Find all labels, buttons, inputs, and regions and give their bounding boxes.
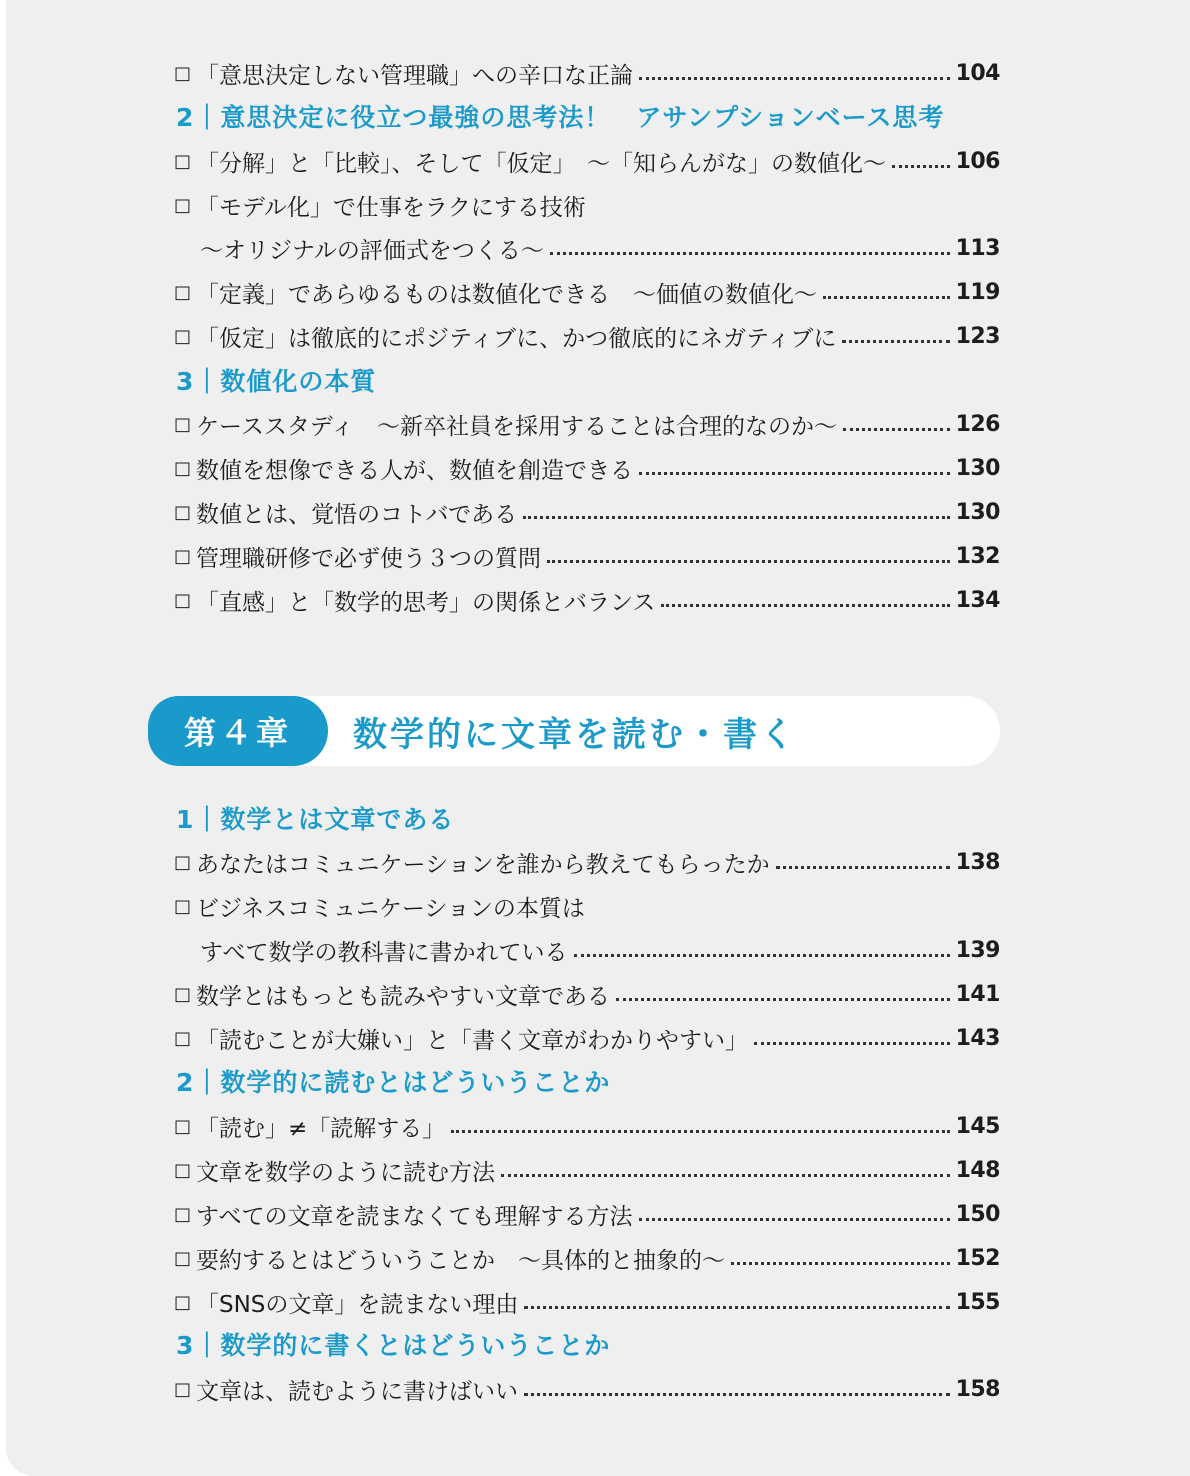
toc-entry[interactable] [174,845,1000,879]
section-heading[interactable]: 3｜数値化の本質 [176,367,377,396]
checkbox-icon: □ [174,1247,192,1269]
toc-entry-title: すべての文章を読まなくても理解する方法 [196,1203,633,1230]
dot-leader [639,1218,950,1221]
toc-page-number: 143 [955,1025,1000,1051]
toc-entry-title: 「仮定」は徹底的にポジティブに、かつ徹底的にネガティブに [196,325,837,352]
checkbox-icon: □ [174,150,192,172]
toc-entry-title: 文章は、読むように書けばいい [196,1378,518,1405]
toc-entry[interactable] [174,1109,1000,1143]
toc-entry-title: 「直感」と「数学的思考」の関係とバランス [196,589,656,616]
toc-entry[interactable] [174,1153,1000,1187]
checkbox-icon: □ [174,851,192,873]
checkbox-icon: □ [174,1378,192,1400]
toc-entry[interactable] [174,319,1000,353]
section-heading[interactable]: 2｜数学的に読むとはどういうことか [176,1068,611,1097]
dot-leader [639,77,950,80]
toc-entry[interactable] [174,889,1000,923]
chapter-number-badge: 第４章 [148,696,328,766]
checkbox-icon: □ [174,501,192,523]
toc-entry-title: あなたはコミュニケーションを誰から教えてもらったか [196,851,770,878]
toc-page-number: 145 [955,1113,1000,1139]
toc-page-number: 119 [955,279,1000,305]
checkbox-icon: □ [174,545,192,567]
toc-page-number: 132 [955,543,1000,569]
toc-entry-continuation[interactable] [200,231,1000,265]
toc-entry[interactable] [174,407,1000,441]
toc-entry[interactable] [174,56,1000,90]
toc-entry-title: 要約するとはどういうことか ～具体的と抽象的～ [196,1247,725,1274]
checkbox-icon: □ [174,1203,192,1225]
toc-page-number: 150 [955,1201,1000,1227]
toc-entry-title: 「読む」≠「読解する」 [196,1115,446,1142]
toc-page-number: 148 [955,1157,1000,1183]
checkbox-icon: □ [174,1159,192,1181]
checkbox-icon: □ [174,1115,192,1137]
dot-leader [524,1393,950,1396]
checkbox-icon: □ [174,194,192,216]
toc-entry[interactable] [174,1241,1000,1275]
dot-leader [547,560,950,563]
toc-entry-title: 数学とはもっとも読みやすい文章である [196,983,610,1010]
toc-entry-title: 文章を数学のように読む方法 [196,1159,495,1186]
toc-entry[interactable] [174,1285,1000,1319]
dot-leader [661,604,949,607]
checkbox-icon: □ [174,983,192,1005]
toc-page-number: 152 [955,1245,1000,1271]
dot-leader [843,428,950,431]
section-heading[interactable]: 1｜数学とは文章である [176,805,455,834]
toc-entry-title: 「読むことが大嫌い」と「書く文章がわかりやすい」 [196,1027,748,1054]
toc-entry-title: 「意思決定しない管理職」への辛口な正論 [196,62,633,89]
dot-leader [731,1262,950,1265]
toc-page-number: 155 [955,1289,1000,1315]
toc-entry[interactable] [174,1372,1000,1406]
toc-entry-title: 数値とは、覚悟のコトバである [196,501,518,528]
chapter-banner[interactable] [148,696,1000,766]
toc-page-number: 138 [955,849,1000,875]
toc-entry[interactable] [174,188,1000,222]
toc-entry-title: 管理職研修で必ず使う３つの質問 [196,545,541,572]
toc-entry[interactable] [174,144,1000,178]
toc-page-number: 158 [955,1376,1000,1402]
toc-entry[interactable] [174,275,1000,309]
toc-page-number: 126 [955,411,1000,437]
checkbox-icon: □ [174,1291,192,1313]
dot-leader [823,296,950,299]
checkbox-icon: □ [174,325,192,347]
toc-page-number: 130 [955,455,1000,481]
toc-entry-title: 数値を想像できる人が、数値を創造できる [196,457,633,484]
toc-entry-title: ビジネスコミュニケーションの本質は [196,895,585,922]
section-heading[interactable]: 2｜意思決定に役立つ最強の思考法！ アサンプションベース思考 [176,103,945,132]
dot-leader [842,340,949,343]
dot-leader [524,1306,949,1309]
toc-entry[interactable] [174,1021,1000,1055]
dot-leader [574,954,950,957]
dot-leader [451,1130,949,1133]
toc-entry-title: 「分解」と「比較」、そして「仮定」 ～「知らんがな」の数値化～ [196,150,886,177]
checkbox-icon: □ [174,62,192,84]
dot-leader [501,1174,950,1177]
checkbox-icon: □ [174,413,192,435]
dot-leader [776,866,950,869]
chapter-title: 数学的に文章を読む・書く [353,714,797,755]
dot-leader [754,1042,950,1045]
checkbox-icon: □ [174,895,192,917]
toc-entry[interactable] [174,495,1000,529]
toc-page-number: 113 [955,235,1000,261]
toc-entry-title: ～オリジナルの評価式をつくる～ [200,237,544,264]
toc-page-number: 141 [955,981,1000,1007]
toc-page-number: 139 [955,937,1000,963]
toc-entry[interactable] [174,451,1000,485]
toc-entry[interactable] [174,977,1000,1011]
dot-leader [616,998,950,1001]
toc-page-number: 104 [955,60,1000,86]
toc-entry-title: 「定義」であらゆるものは数値化できる ～価値の数値化～ [196,281,817,308]
checkbox-icon: □ [174,281,192,303]
toc-page-number: 123 [955,323,1000,349]
toc-entry-title: ケーススタディ ～新卒社員を採用することは合理的なのか～ [196,413,838,440]
dot-leader [550,252,950,255]
toc-entry-continuation[interactable] [200,933,1000,967]
toc-entry[interactable] [174,539,1000,573]
dot-leader [523,516,949,519]
toc-entry-title: 「モデル化」で仕事をラクにする技術 [196,194,586,221]
toc-page-number: 130 [955,499,1000,525]
toc-page-number: 134 [955,587,1000,613]
dot-leader [639,472,950,475]
toc-entry-title: 「SNSの文章」を読まない理由 [196,1291,519,1318]
checkbox-icon: □ [174,457,192,479]
toc-page-number: 106 [955,148,1000,174]
section-heading[interactable]: 3｜数学的に書くとはどういうことか [176,1331,611,1360]
toc-entry-title: すべて数学の教科書に書かれている [200,939,568,966]
toc-entry[interactable] [174,1197,1000,1231]
checkbox-icon: □ [174,1027,192,1049]
checkbox-icon: □ [174,589,192,611]
toc-entry[interactable] [174,583,1000,617]
dot-leader [892,165,950,168]
